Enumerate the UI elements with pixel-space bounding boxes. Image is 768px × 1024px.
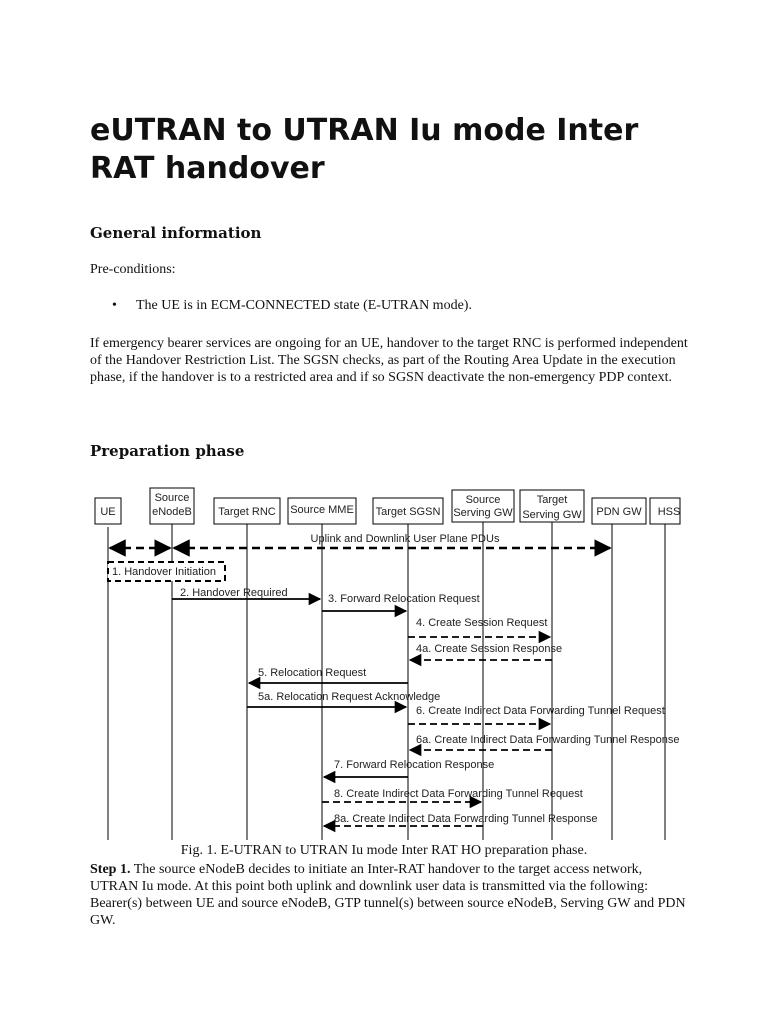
entity-target-serving-gw-label-1: Target	[536, 494, 568, 506]
entity-source-serving-gw-label-2: Serving GW	[453, 507, 513, 519]
preparation-phase-heading: Preparation phase	[90, 442, 245, 460]
user-plane-label: Uplink and Downlink User Plane PDUs	[310, 533, 500, 545]
general-information-heading: General information	[90, 224, 262, 242]
preconditions-label: Pre-conditions:	[90, 262, 176, 277]
entity-source-enodeb-label-2: eNodeB	[152, 506, 192, 518]
entity-hss-label: HSS	[657, 506, 681, 518]
step-1-label: Step 1.	[90, 862, 131, 877]
step-1-text: The source eNodeB decides to initiate an Inter-RAT handover to the target access network, UTRAN Iu mode. At this point both uplink and downlink user data is transmitted via the following: Bearer(s) between UE and source eNodeB, GTP tunnel(s) between source eNodeB, Serving GW and PDN GW.	[90, 862, 686, 928]
figure-caption: Fig. 1. E-UTRAN to UTRAN Iu mode Inter RAT HO preparation phase.	[180, 843, 588, 858]
message-label-6a: 6a. Create Indirect Data Forwarding Tunnel Response	[416, 734, 680, 746]
entity-source-enodeb-label-1: Source	[154, 492, 190, 504]
message-label-8a: 8a. Create Indirect Data Forwarding Tunnel Response	[334, 813, 598, 825]
page-title: eUTRAN to UTRAN Iu mode Inter RAT handover	[90, 113, 639, 186]
handover-initiation-label: 1. Handover Initiation	[112, 566, 216, 578]
message-label-6: 6. Create Indirect Data Forwarding Tunnel Request	[416, 705, 665, 717]
sequence-diagram	[0, 480, 768, 842]
message-label-4: 4. Create Session Request	[416, 617, 548, 629]
entity-target-serving-gw-label-2: Serving GW	[522, 509, 582, 521]
message-label-4a: 4a. Create Session Response	[416, 643, 563, 655]
intro-paragraph: If emergency bearer services are ongoing for an UE, handover to the target RNC is performed independent of the Handover Restriction List. The SGSN checks, as part of the Routing Area Update in the execution phase, if the handover is to a restricted area and if so SGSN deactivate the non-emergency PDP context.	[90, 336, 688, 385]
entity-target-rnc-label: Target RNC	[218, 506, 276, 518]
precondition-item: The UE is in ECM-CONNECTED state (E-UTRAN mode).	[136, 298, 472, 313]
step-1-paragraph	[90, 861, 690, 929]
message-label-8: 8. Create Indirect Data Forwarding Tunnel Request	[334, 788, 583, 800]
entity-ue-label: UE	[100, 506, 116, 518]
entity-target-sgsn-label: Target SGSN	[375, 506, 441, 518]
entity-source-serving-gw-label-1: Source	[465, 494, 501, 506]
message-label-3: 3. Forward Relocation Request	[328, 593, 480, 605]
message-label-7: 7. Forward Relocation Response	[334, 759, 495, 771]
entity-source-mme-label: Source MME	[290, 504, 354, 516]
message-label-2: 2. Handover Required	[180, 587, 288, 599]
entity-pdn-gw-label: PDN GW	[596, 506, 642, 518]
message-label-5: 5. Relocation Request	[258, 667, 367, 679]
message-label-5a: 5a. Relocation Request Acknowledge	[258, 691, 441, 703]
bullet-dot-icon: •	[112, 298, 117, 313]
